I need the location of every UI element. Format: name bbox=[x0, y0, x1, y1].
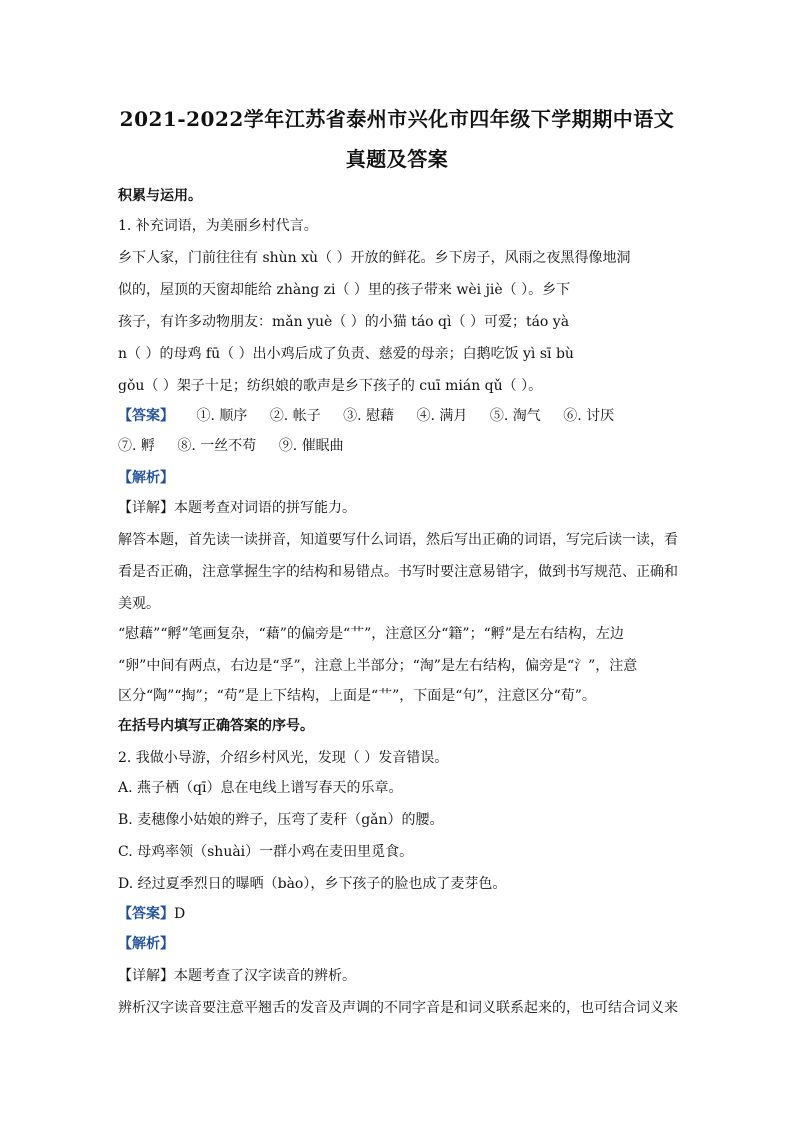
question-2-prompt: 2. 我做小导游，介绍乡村风光，发现（ ）发音错误。 bbox=[118, 750, 449, 766]
explanation-line: “慰藉”“孵”笔画复杂，“藉”的偏旁是“艹”，注意区分“籍”；“孵”是左右结构，左边 bbox=[118, 626, 624, 642]
answer-item: ⑧. 一丝不苟 bbox=[177, 438, 257, 454]
analysis-tag: 【解析】 bbox=[118, 470, 174, 486]
question-1-line: 乡下人家，门前往往有 shùn xù（ ）开放的鲜花。乡下房子，风雨之夜黑得像地洞 bbox=[118, 250, 631, 266]
detail-text: 【详解】本题考查了汉字读音的辨析。 bbox=[118, 968, 356, 984]
answer-item: ①. 顺序 bbox=[196, 408, 248, 424]
question-1-line: 似的，屋顶的天窗却能给 zhàng zi（ ）里的孩子带来 wèi jiè（ ）。乡下 bbox=[118, 282, 571, 298]
document-title-line1: 2021-2022学年江苏省泰州市兴化市四年级下学期期中语文 bbox=[119, 107, 675, 131]
option-c: C. 母鸡率领（shuài）一群小鸡在麦田里觅食。 bbox=[118, 844, 414, 860]
explanation-line: “卵”中间有两点，右边是“孚”，注意上半部分；“淘”是左右结构，偏旁是“氵”，注意 bbox=[118, 658, 638, 674]
answer-tag: 【答案】 bbox=[118, 408, 174, 424]
explanation-line: 美观。 bbox=[118, 596, 160, 612]
explanation-line: 解答本题，首先读一读拼音，知道要写什么词语，然后写出正确的词语，写完后读一读，看 bbox=[118, 532, 678, 548]
question-1-prompt: 1. 补充词语，为美丽乡村代言。 bbox=[118, 218, 318, 234]
answer-item: ⑤. 淘气 bbox=[489, 408, 541, 424]
analysis-tag: 【解析】 bbox=[118, 936, 174, 952]
answer-item: ⑨. 催眠曲 bbox=[278, 438, 344, 454]
question-1-line: 孩子，有许多动物朋友：mǎn yuè（ ）的小猫 táo qì（ ）可爱；táo yà bbox=[118, 314, 570, 330]
document-title-line2: 真题及答案 bbox=[345, 147, 449, 171]
question-1-line: gǒu（ ）架子十足；纺织娘的歌声是乡下孩子的 cuī mián qǔ（ ）。 bbox=[118, 378, 543, 394]
answer-item: ②. 帐子 bbox=[269, 408, 321, 424]
question-1-answer-row bbox=[118, 406, 678, 426]
section-heading-fill: 在括号内填写正确答案的序号。 bbox=[118, 718, 314, 734]
explanation-line: 辨析汉字读音要注意平翘舌的发音及声调的不同字音是和词义联系起来的，也可结合词义来 bbox=[118, 1000, 678, 1016]
answer-item: ④. 满月 bbox=[416, 408, 468, 424]
answer-item: ③. 慰藉 bbox=[343, 408, 395, 424]
explanation-line: 看是否正确，注意掌握生字的结构和易错点。书写时要注意易错字，做到书写规范、正确和 bbox=[118, 564, 678, 580]
answer-item: ⑥. 讨厌 bbox=[563, 408, 615, 424]
answer-item: ⑦. 孵 bbox=[118, 438, 155, 454]
question-2-answer bbox=[118, 904, 678, 924]
answer-value: D bbox=[174, 906, 186, 922]
answer-tag: 【答案】 bbox=[118, 906, 174, 922]
explanation-line: 区分“陶”“掏”；“苟”是上下结构，上面是“艹”，下面是“句”，注意区分“荀”。 bbox=[118, 688, 596, 704]
section-heading-accumulation: 积累与运用。 bbox=[118, 188, 202, 204]
detail-text: 【详解】本题考查对词语的拼写能力。 bbox=[118, 500, 356, 516]
option-a: A. 燕子栖（qī）息在电线上谱写春天的乐章。 bbox=[118, 780, 403, 796]
option-b: B. 麦穗像小姑娘的辫子，压弯了麦秆（gǎn）的腰。 bbox=[118, 812, 444, 828]
question-1-line: n（ ）的母鸡 fū（ ）出小鸡后成了负责、慈爱的母亲；白鹅吃饭 yì sī bù bbox=[118, 346, 574, 362]
option-d: D. 经过夏季烈日的曝晒（bào），乡下孩子的脸也成了麦芽色。 bbox=[118, 876, 507, 892]
question-1-answer-row-2 bbox=[118, 436, 678, 456]
